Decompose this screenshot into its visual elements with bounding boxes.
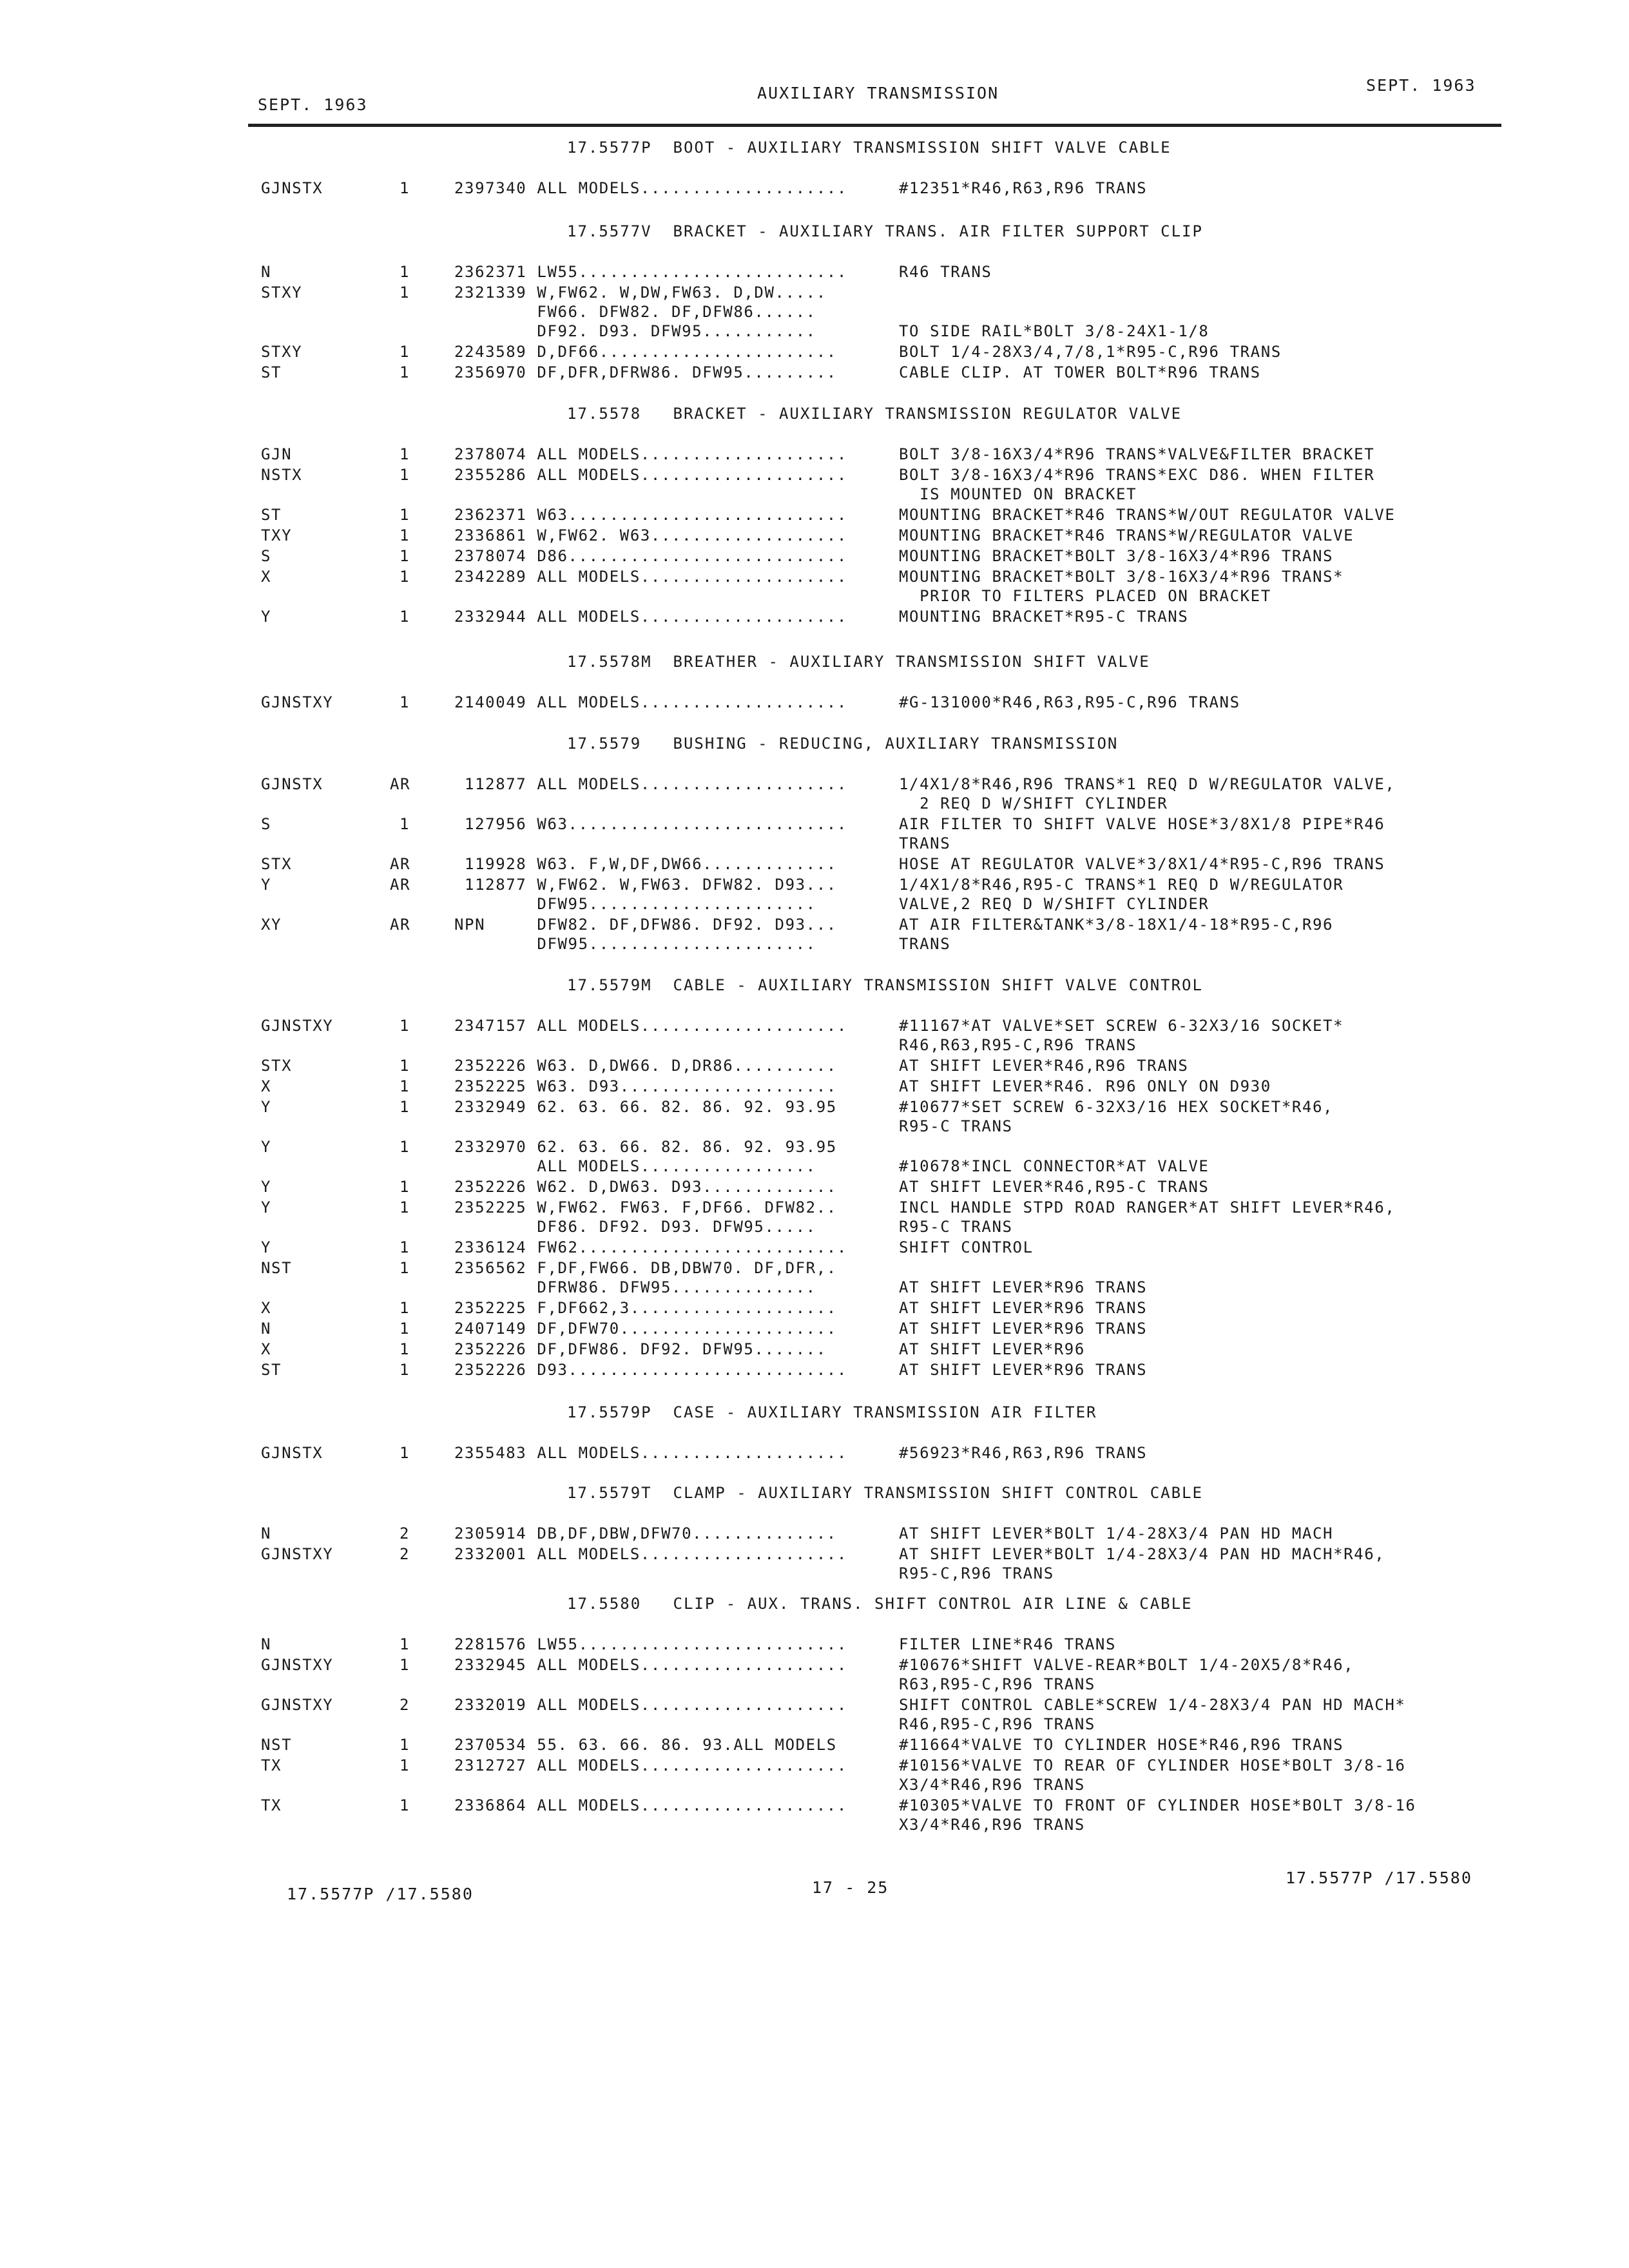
parts-row xyxy=(261,1775,1518,1794)
model-code: STX xyxy=(261,855,293,873)
part-number-models: 2356562 F,DF,FW66. DB,DBW70. DF,DFR,. xyxy=(454,1259,837,1277)
parts-row xyxy=(261,567,1518,586)
part-number-models: 2243589 D,DF66....................... xyxy=(454,343,837,361)
section-title: 17.5579P CASE - AUXILIARY TRANSMISSION AIR FILTER xyxy=(567,1403,1097,1421)
model-code: GJNSTX xyxy=(261,179,323,197)
part-description: 1/4X1/8*R46,R96 TRANS*1 REQ D W/REGULATOR VALVE, xyxy=(899,775,1396,793)
parts-row xyxy=(261,1735,1518,1754)
part-number-models: DF92. D93. DFW95........... xyxy=(454,322,816,340)
parts-row xyxy=(261,1137,1518,1157)
model-code: ST xyxy=(261,506,282,524)
part-number-models: 2362371 LW55.......................... xyxy=(454,263,847,281)
model-code: S xyxy=(261,547,272,565)
part-description: HOSE AT REGULATOR VALVE*3/8X1/4*R95-C,R96 TRANS xyxy=(899,855,1385,873)
quantity: 1 xyxy=(400,466,410,484)
part-description: R95-C TRANS xyxy=(899,1117,1013,1135)
part-description: AT SHIFT LEVER*R96 TRANS xyxy=(899,1361,1148,1379)
parts-row xyxy=(261,875,1518,894)
part-description: IS MOUNTED ON BRACKET xyxy=(899,485,1137,503)
model-code: GJNSTX xyxy=(261,1444,323,1462)
parts-row xyxy=(261,814,1518,834)
part-description: AT SHIFT LEVER*BOLT 1/4-28X3/4 PAN HD MACH xyxy=(899,1524,1334,1542)
part-number-models: 2397340 ALL MODELS.................... xyxy=(454,179,847,197)
page-number: 17 - 25 xyxy=(812,1878,889,1897)
model-code: NST xyxy=(261,1736,293,1754)
part-number-models: 2352225 W,FW62. FW63. F,DF66. DFW82.. xyxy=(454,1198,837,1216)
part-number-models: 2332944 ALL MODELS.................... xyxy=(454,608,847,626)
parts-row xyxy=(261,1360,1518,1379)
part-description: AIR FILTER TO SHIFT VALVE HOSE*3/8X1/8 PIPE*R46 xyxy=(899,815,1385,833)
quantity: 1 xyxy=(400,1098,410,1116)
part-number-models: 2362371 W63........................... xyxy=(454,506,847,524)
parts-row xyxy=(261,465,1518,485)
model-code: S xyxy=(261,815,272,833)
quantity: 1 xyxy=(400,1320,410,1338)
parts-row xyxy=(261,586,1518,606)
model-code: N xyxy=(261,263,272,281)
parts-row xyxy=(261,774,1518,794)
part-description: 1/4X1/8*R46,R95-C TRANS*1 REQ D W/REGULATOR xyxy=(899,876,1344,894)
part-number-models: 2332949 62. 63. 66. 82. 86. 92. 93.95 xyxy=(454,1098,837,1116)
part-number-models: 112877 W,FW62. W,FW63. DFW82. D93... xyxy=(454,876,837,894)
parts-row xyxy=(261,894,1518,914)
parts-row xyxy=(261,1077,1518,1096)
quantity: 1 xyxy=(400,547,410,565)
part-description: AT SHIFT LEVER*R96 xyxy=(899,1340,1085,1358)
quantity: 1 xyxy=(400,1444,410,1462)
parts-row xyxy=(261,322,1518,341)
part-description: FILTER LINE*R46 TRANS xyxy=(899,1635,1117,1653)
part-number-models: 2140049 ALL MODELS.................... xyxy=(454,693,847,711)
part-number-models: 119928 W63. F,W,DF,DW66............. xyxy=(454,855,837,873)
parts-row xyxy=(261,1796,1518,1815)
part-number-models: 2332970 62. 63. 66. 82. 86. 92. 93.95 xyxy=(454,1138,837,1156)
part-description: X3/4*R46,R96 TRANS xyxy=(899,1776,1085,1794)
part-number-models: DFRW86. DFW95.............. xyxy=(454,1278,816,1296)
section-title: 17.5579M CABLE - AUXILIARY TRANSMISSION SHIFT VALVE CONTROL xyxy=(567,976,1203,994)
model-code: Y xyxy=(261,1198,272,1216)
part-description: INCL HANDLE STPD ROAD RANGER*AT SHIFT LEVER*R46, xyxy=(899,1198,1396,1216)
part-description: VALVE,2 REQ D W/SHIFT CYLINDER xyxy=(899,895,1210,913)
model-code: NST xyxy=(261,1259,293,1277)
model-code: GJNSTXY xyxy=(261,693,334,711)
parts-row xyxy=(261,1177,1518,1196)
part-description: #11167*AT VALVE*SET SCREW 6-32X3/16 SOCKET* xyxy=(899,1017,1344,1035)
part-number-models: 2378074 ALL MODELS.................... xyxy=(454,445,847,463)
model-code: TXY xyxy=(261,526,293,544)
quantity: AR xyxy=(390,775,411,793)
quantity: 1 xyxy=(400,1796,410,1814)
parts-row xyxy=(261,854,1518,874)
part-number-models: 2347157 ALL MODELS.................... xyxy=(454,1017,847,1035)
model-code: GJNSTXY xyxy=(261,1545,334,1563)
part-description: SHIFT CONTROL CABLE*SCREW 1/4-28X3/4 PAN HD MACH* xyxy=(899,1696,1406,1714)
model-code: GJNSTXY xyxy=(261,1696,334,1714)
part-number-models: 2332001 ALL MODELS.................... xyxy=(454,1545,847,1563)
part-number-models: 2378074 D86........................... xyxy=(454,547,847,565)
quantity: 1 xyxy=(400,284,410,302)
parts-row xyxy=(261,1097,1518,1117)
section-title: 17.5577V BRACKET - AUXILIARY TRANS. AIR FILTER SUPPORT CLIP xyxy=(567,222,1203,240)
model-code: N xyxy=(261,1635,272,1653)
part-number-models: 2352226 DF,DFW86. DF92. DFW95....... xyxy=(454,1340,827,1358)
part-number-models: DF86. DF92. D93. DFW95..... xyxy=(454,1218,816,1236)
model-code: N xyxy=(261,1524,272,1542)
quantity: 1 xyxy=(400,1198,410,1216)
quantity: 1 xyxy=(400,608,410,626)
part-description: #10305*VALVE TO FRONT OF CYLINDER HOSE*BOLT 3/8-16 xyxy=(899,1796,1416,1814)
quantity: 1 xyxy=(400,445,410,463)
model-code: GJNSTX xyxy=(261,775,323,793)
parts-row xyxy=(261,342,1518,361)
parts-row xyxy=(261,1319,1518,1338)
part-number-models: 127956 W63........................... xyxy=(454,815,847,833)
quantity: 1 xyxy=(400,1057,410,1075)
part-number-models: 2352225 F,DF662,3.................... xyxy=(454,1299,837,1317)
quantity: 2 xyxy=(400,1524,410,1542)
part-number-models: 2305914 DB,DF,DBW,DFW70.............. xyxy=(454,1524,837,1542)
quantity: 1 xyxy=(400,1756,410,1774)
parts-row xyxy=(261,607,1518,626)
parts-row xyxy=(261,1443,1518,1463)
page-title: AUXILIARY TRANSMISSION xyxy=(757,84,999,102)
quantity: 1 xyxy=(400,1656,410,1674)
parts-row xyxy=(261,1298,1518,1318)
parts-row xyxy=(261,363,1518,382)
parts-row xyxy=(261,1117,1518,1136)
quantity: 1 xyxy=(400,343,410,361)
quantity: AR xyxy=(390,855,411,873)
quantity: 1 xyxy=(400,568,410,586)
part-description: X3/4*R46,R96 TRANS xyxy=(899,1816,1085,1834)
header-right-date: SEPT. 1963 xyxy=(1366,76,1476,95)
parts-row xyxy=(261,1340,1518,1359)
parts-row xyxy=(261,302,1518,322)
quantity: 1 xyxy=(400,1299,410,1317)
part-description: BOLT 3/8-16X3/4*R96 TRANS*VALVE&FILTER BRACKET xyxy=(899,445,1375,463)
part-number-models: 2355286 ALL MODELS.................... xyxy=(454,466,847,484)
parts-row xyxy=(261,1035,1518,1055)
parts-row xyxy=(261,1564,1518,1583)
parts-row xyxy=(261,1238,1518,1257)
part-number-models: 2332945 ALL MODELS.................... xyxy=(454,1656,847,1674)
quantity: 1 xyxy=(400,1340,410,1358)
section-title: 17.5578 BRACKET - AUXILIARY TRANSMISSION REGULATOR VALVE xyxy=(567,405,1182,423)
quantity: 1 xyxy=(400,1238,410,1256)
quantity: 1 xyxy=(400,526,410,544)
part-description: SHIFT CONTROL xyxy=(899,1238,1034,1256)
parts-row xyxy=(261,934,1518,954)
model-code: X xyxy=(261,568,272,586)
quantity: 1 xyxy=(400,1259,410,1277)
quantity: 1 xyxy=(400,363,410,381)
part-number-models: ALL MODELS................. xyxy=(454,1157,816,1175)
parts-row xyxy=(261,693,1518,712)
part-number-models: 2370534 55. 63. 66. 86. 93.ALL MODELS xyxy=(454,1736,837,1754)
part-description: AT SHIFT LEVER*BOLT 1/4-28X3/4 PAN HD MACH*R46, xyxy=(899,1545,1385,1563)
quantity: 2 xyxy=(400,1545,410,1563)
part-number-models: 2356970 DF,DFR,DFRW86. DFW95......... xyxy=(454,363,837,381)
model-code: Y xyxy=(261,608,272,626)
part-description: TRANS xyxy=(899,834,951,852)
part-number-models: 2342289 ALL MODELS.................... xyxy=(454,568,847,586)
part-description: BOLT 3/8-16X3/4*R96 TRANS*EXC D86. WHEN FILTER xyxy=(899,466,1375,484)
part-description: PRIOR TO FILTERS PLACED ON BRACKET xyxy=(899,587,1271,605)
part-description: MOUNTING BRACKET*BOLT 3/8-16X3/4*R96 TRANS* xyxy=(899,568,1344,586)
quantity: AR xyxy=(390,876,411,894)
quantity: 1 xyxy=(400,179,410,197)
footer-left-range: 17.5577P /17.5580 xyxy=(287,1885,474,1903)
part-number-models: 2336861 W,FW62. W63................... xyxy=(454,526,847,544)
part-number-models: 2336864 ALL MODELS.................... xyxy=(454,1796,847,1814)
part-description: AT SHIFT LEVER*R96 TRANS xyxy=(899,1299,1148,1317)
quantity: 1 xyxy=(400,263,410,281)
part-description: TO SIDE RAIL*BOLT 3/8-24X1-1/8 xyxy=(899,322,1210,340)
parts-row xyxy=(261,834,1518,853)
part-description: R95-C,R96 TRANS xyxy=(899,1564,1054,1582)
part-description: #56923*R46,R63,R96 TRANS xyxy=(899,1444,1148,1462)
parts-row xyxy=(261,1524,1518,1543)
parts-row xyxy=(261,1655,1518,1675)
section-title: 17.5580 CLIP - AUX. TRANS. SHIFT CONTROL AIR LINE & CABLE xyxy=(567,1595,1193,1613)
part-description: AT SHIFT LEVER*R46,R96 TRANS xyxy=(899,1057,1189,1075)
parts-row xyxy=(261,262,1518,282)
quantity: 1 xyxy=(400,1138,410,1156)
model-code: ST xyxy=(261,1361,282,1379)
part-description: AT SHIFT LEVER*R46,R95-C TRANS xyxy=(899,1178,1210,1196)
section-title: 17.5579 BUSHING - REDUCING, AUXILIARY TRANSMISSION xyxy=(567,735,1119,753)
part-description: MOUNTING BRACKET*R46 TRANS*W/OUT REGULATOR VALVE xyxy=(899,506,1396,524)
model-code: X xyxy=(261,1340,272,1358)
section-title: 17.5579T CLAMP - AUXILIARY TRANSMISSION SHIFT CONTROL CABLE xyxy=(567,1484,1203,1502)
parts-row xyxy=(261,1056,1518,1075)
part-description: #10677*SET SCREW 6-32X3/16 HEX SOCKET*R46, xyxy=(899,1098,1334,1116)
quantity: 1 xyxy=(400,1017,410,1035)
quantity: 1 xyxy=(400,815,410,833)
part-description: MOUNTING BRACKET*R95-C TRANS xyxy=(899,608,1189,626)
model-code: STX xyxy=(261,1057,293,1075)
part-number-models: 2281576 LW55.......................... xyxy=(454,1635,847,1653)
quantity: 1 xyxy=(400,506,410,524)
parts-row xyxy=(261,445,1518,464)
part-description: AT SHIFT LEVER*R46. R96 ONLY ON D930 xyxy=(899,1077,1271,1095)
part-description: #12351*R46,R63,R96 TRANS xyxy=(899,179,1148,197)
model-code: GJNSTXY xyxy=(261,1656,334,1674)
quantity: 1 xyxy=(400,1361,410,1379)
part-description: #10156*VALVE TO REAR OF CYLINDER HOSE*BOLT 3/8-16 xyxy=(899,1756,1406,1774)
quantity: 1 xyxy=(400,1736,410,1754)
parts-row xyxy=(261,1675,1518,1694)
model-code: Y xyxy=(261,1098,272,1116)
part-description: R46 TRANS xyxy=(899,263,992,281)
quantity: 1 xyxy=(400,1077,410,1095)
part-number-models: 2355483 ALL MODELS.................... xyxy=(454,1444,847,1462)
model-code: GJNSTXY xyxy=(261,1017,334,1035)
quantity: 1 xyxy=(400,693,410,711)
part-description: AT SHIFT LEVER*R96 TRANS xyxy=(899,1278,1148,1296)
model-code: Y xyxy=(261,1138,272,1156)
quantity: 2 xyxy=(400,1696,410,1714)
part-number-models: 2332019 ALL MODELS.................... xyxy=(454,1696,847,1714)
part-number-models: 2312727 ALL MODELS.................... xyxy=(454,1756,847,1774)
parts-row xyxy=(261,505,1518,524)
model-code: STXY xyxy=(261,343,303,361)
part-description: 2 REQ D W/SHIFT CYLINDER xyxy=(899,794,1168,812)
part-number-models: 2352226 D93........................... xyxy=(454,1361,847,1379)
model-code: X xyxy=(261,1299,272,1317)
parts-row xyxy=(261,1756,1518,1775)
part-description: R63,R95-C,R96 TRANS xyxy=(899,1675,1095,1693)
part-description: BOLT 1/4-28X3/4,7/8,1*R95-C,R96 TRANS xyxy=(899,343,1282,361)
part-number-models: 2336124 FW62.......................... xyxy=(454,1238,847,1256)
parts-row xyxy=(261,1635,1518,1654)
part-number-models: 2352226 W63. D,DW66. D,DR86.......... xyxy=(454,1057,837,1075)
model-code: Y xyxy=(261,876,272,894)
part-number-models: 2407149 DF,DFW70..................... xyxy=(454,1320,837,1338)
parts-row xyxy=(261,485,1518,504)
part-number-models: 2352225 W63. D93..................... xyxy=(454,1077,837,1095)
part-description: MOUNTING BRACKET*BOLT 3/8-16X3/4*R96 TRANS xyxy=(899,547,1334,565)
parts-row xyxy=(261,1278,1518,1297)
header-left-date: SEPT. 1963 xyxy=(258,95,368,114)
quantity: AR xyxy=(390,916,411,934)
part-description: #G-131000*R46,R63,R95-C,R96 TRANS xyxy=(899,693,1240,711)
parts-row xyxy=(261,794,1518,813)
quantity: 1 xyxy=(400,1635,410,1653)
part-description: R46,R95-C,R96 TRANS xyxy=(899,1715,1095,1733)
parts-row xyxy=(261,1544,1518,1564)
parts-row xyxy=(261,1217,1518,1236)
part-description: AT SHIFT LEVER*R96 TRANS xyxy=(899,1320,1148,1338)
part-number-models: NPN DFW82. DF,DFW86. DF92. D93... xyxy=(454,916,837,934)
part-description: MOUNTING BRACKET*R46 TRANS*W/REGULATOR VALVE xyxy=(899,526,1354,544)
model-code: Y xyxy=(261,1178,272,1196)
parts-row xyxy=(261,1815,1518,1834)
parts-row xyxy=(261,283,1518,302)
part-description: CABLE CLIP. AT TOWER BOLT*R96 TRANS xyxy=(899,363,1261,381)
parts-row xyxy=(261,526,1518,545)
quantity: 1 xyxy=(400,1178,410,1196)
parts-row xyxy=(261,1157,1518,1176)
model-code: TX xyxy=(261,1796,282,1814)
section-title: 17.5577P BOOT - AUXILIARY TRANSMISSION SHIFT VALVE CABLE xyxy=(567,139,1171,157)
part-number-models: 2321339 W,FW62. W,DW,FW63. D,DW..... xyxy=(454,284,827,302)
parts-row xyxy=(261,1695,1518,1715)
part-description: R95-C TRANS xyxy=(899,1218,1013,1236)
part-number-models: DFW95...................... xyxy=(454,895,816,913)
part-number-models: 112877 ALL MODELS.................... xyxy=(454,775,847,793)
model-code: TX xyxy=(261,1756,282,1774)
part-description: #10676*SHIFT VALVE-REAR*BOLT 1/4-20X5/8*R46, xyxy=(899,1656,1354,1674)
parts-row xyxy=(261,915,1518,934)
parts-row xyxy=(261,1715,1518,1734)
model-code: N xyxy=(261,1320,272,1338)
part-description: AT AIR FILTER&TANK*3/8-18X1/4-18*R95-C,R96 xyxy=(899,916,1334,934)
model-code: Y xyxy=(261,1238,272,1256)
part-description: R46,R63,R95-C,R96 TRANS xyxy=(899,1036,1137,1054)
model-code: GJN xyxy=(261,445,293,463)
parts-row xyxy=(261,1016,1518,1035)
footer-right-range: 17.5577P /17.5580 xyxy=(1286,1869,1472,1887)
parts-row xyxy=(261,178,1518,198)
model-code: NSTX xyxy=(261,466,303,484)
part-description: TRANS xyxy=(899,935,951,953)
model-code: ST xyxy=(261,363,282,381)
parts-row xyxy=(261,1198,1518,1217)
part-description: #11664*VALVE TO CYLINDER HOSE*R46,R96 TRANS xyxy=(899,1736,1344,1754)
parts-row xyxy=(261,1258,1518,1278)
model-code: X xyxy=(261,1077,272,1095)
part-number-models: DFW95...................... xyxy=(454,935,816,953)
part-number-models: FW66. DFW82. DF,DFW86...... xyxy=(454,303,816,321)
section-title: 17.5578M BREATHER - AUXILIARY TRANSMISSION SHIFT VALVE xyxy=(567,653,1150,671)
part-description: #10678*INCL CONNECTOR*AT VALVE xyxy=(899,1157,1210,1175)
model-code: STXY xyxy=(261,284,303,302)
model-code: XY xyxy=(261,916,282,934)
part-number-models: 2352226 W62. D,DW63. D93............. xyxy=(454,1178,837,1196)
parts-row xyxy=(261,546,1518,566)
